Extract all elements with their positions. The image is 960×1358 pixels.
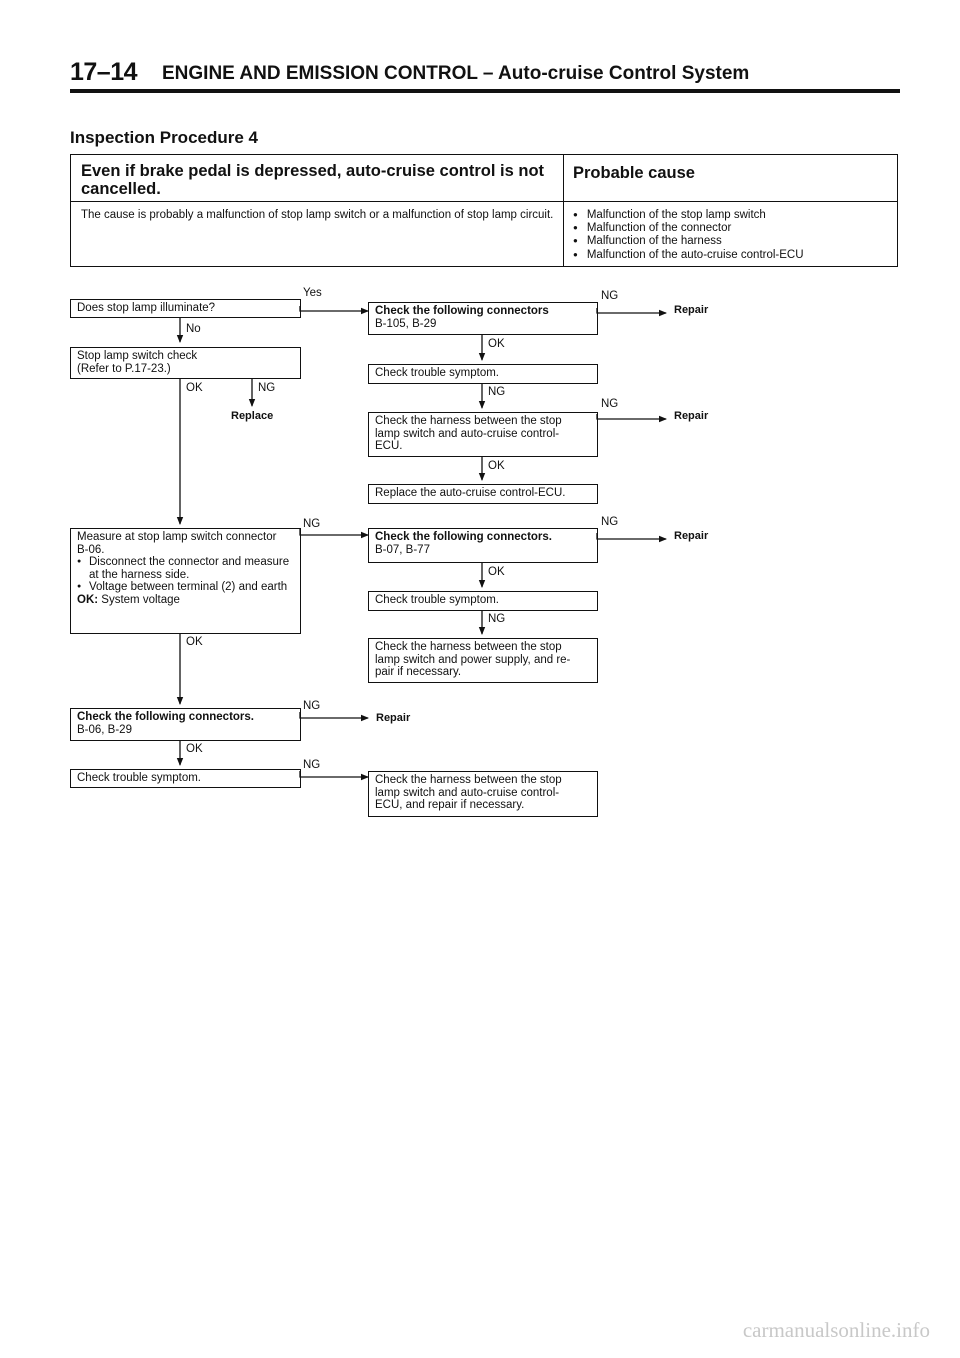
label-ng: NG [303, 759, 321, 771]
label-ok: OK [488, 566, 505, 578]
arrow-ng-b8 [597, 533, 666, 539]
label-ng: NG [601, 398, 619, 410]
label-repair: Repair [674, 530, 709, 542]
label-ng: NG [488, 386, 506, 398]
label-ng: NG [488, 613, 506, 625]
arrow-ng-b11 [300, 712, 368, 718]
label-ok: OK [186, 743, 203, 755]
label-repair: Repair [376, 712, 411, 724]
label-no: No [186, 323, 201, 335]
step-stop-lamp-switch-check: Stop lamp switch check (Refer to P.17-23.) [70, 347, 301, 379]
step-check-harness-ecu-repair: Check the harness between the stop lamp switch and auto-cruise control- ECU, and repair if necessary. [368, 771, 598, 817]
step-check-connectors-b105-b29: Check the following connectors B-105, B-29 [368, 302, 598, 335]
step-measure-switch-connector: Measure at stop lamp switch connector B-06. ● Disconnect the connector and measure at the harness side. ● Voltage between terminal (2) and earth OK: System voltage [70, 528, 301, 634]
procedure-title: Inspection Procedure 4 [70, 128, 258, 147]
step-check-connectors-b06-b29: Check the following connectors. B-06, B-29 [70, 708, 301, 741]
label-ok: OK [488, 460, 505, 472]
step-check-connectors-b07-b77: Check the following connectors. B-07, B-77 [368, 528, 598, 563]
label-ok: OK [488, 338, 505, 350]
symptom-description: The cause is probably a malfunction of stop lamp switch or a malfunction of stop lamp circuit. [81, 209, 554, 221]
label-ng: NG [303, 518, 321, 530]
section-title: ENGINE AND EMISSION CONTROL – Auto-cruise Control System [162, 63, 750, 84]
label-ng: NG [303, 700, 321, 712]
symptom-heading: Even if brake pedal is depressed, auto-cruise control is not cancelled. [81, 162, 545, 198]
probable-cause-heading: Probable cause [573, 164, 695, 182]
label-yes: Yes [303, 287, 322, 299]
cause-item: ● Malfunction of the stop lamp switch [573, 209, 804, 222]
label-ok: OK [186, 382, 203, 394]
step-check-harness-power: Check the harness between the stop lamp switch and power supply, and re- pair if necessary. [368, 638, 598, 683]
arrow-yes [300, 306, 368, 311]
label-ng: NG [601, 290, 619, 302]
step-replace-ecu: Replace the auto-cruise control-ECU. [368, 484, 598, 504]
cause-item: ● Malfunction of the auto-cruise control-ECU [573, 249, 804, 262]
watermark: carmanualsonline.info [742, 1318, 930, 1342]
label-ng: NG [601, 516, 619, 528]
arrow-ng-b12 [300, 771, 368, 777]
page-number: 17–14 [70, 58, 138, 86]
cause-item: ● Malfunction of the connector [573, 222, 804, 235]
step-check-trouble-symptom-1: Check trouble symptom. [368, 364, 598, 384]
arrow-ng-b3 [597, 308, 666, 313]
step-check-harness-ecu: Check the harness between the stop lamp switch and auto-cruise control- ECU. [368, 412, 598, 457]
step-check-trouble-symptom-2: Check trouble symptom. [368, 591, 598, 611]
cause-item: ● Malfunction of the harness [573, 235, 804, 248]
label-ok: OK [186, 636, 203, 648]
label-repair: Repair [674, 304, 709, 316]
step-stop-lamp-illuminate: Does stop lamp illuminate? [70, 299, 301, 318]
label-replace: Replace [231, 410, 274, 422]
label-repair: Repair [674, 410, 709, 422]
label-ng: NG [258, 382, 276, 394]
arrow-ng-b5 [597, 414, 666, 419]
step-check-trouble-symptom-3: Check trouble symptom. [70, 769, 301, 788]
